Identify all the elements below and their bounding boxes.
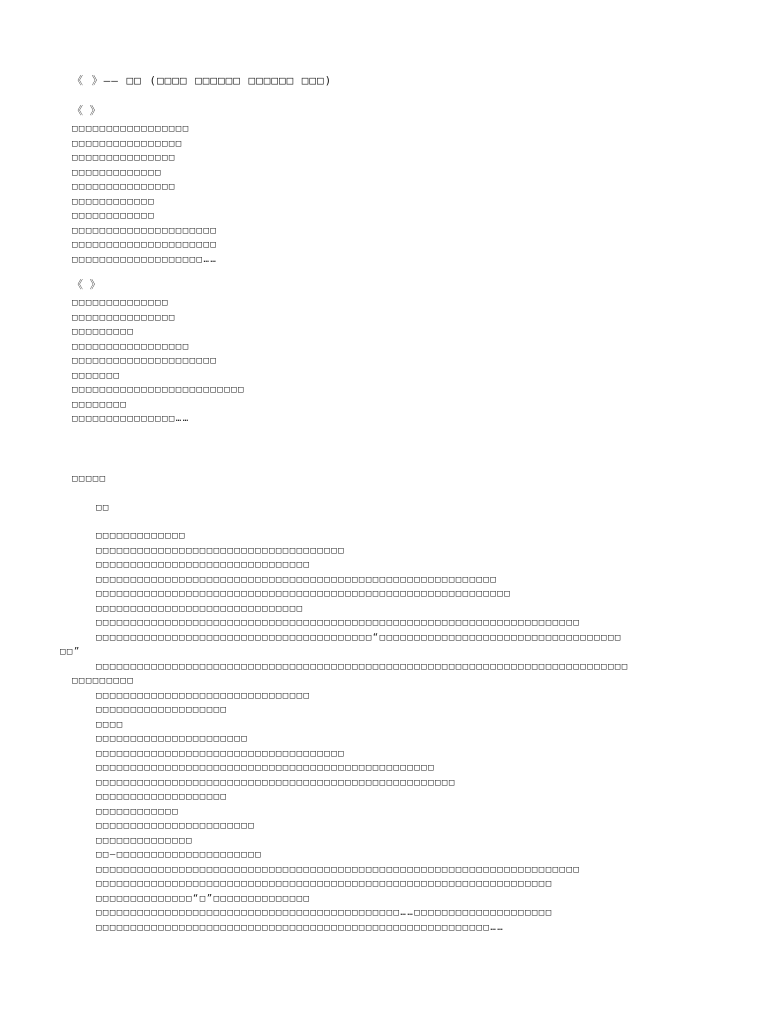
text-line: □□□□□□□□□□□□□□□□□□□□□□□□□□□□□□□□□□□□ bbox=[96, 545, 346, 556]
text-line: □□□□□□□□□□□□□□□□□□□□□□□□□□□□□□□□□□□□□□□□□□□□□□□□□□□□□□□□□□□□ bbox=[96, 589, 512, 599]
text-line: □□□□□□□□□ bbox=[72, 327, 135, 337]
section-one bbox=[72, 104, 217, 267]
text-line: □□□□□□□□□□□□□□□□□□□□□□□□□ bbox=[72, 385, 245, 395]
text-line: □□□□□□□□□□□□□□□□□□□□□□□□□□□□□□□ bbox=[96, 560, 311, 570]
text-line: □□□□□□□□□□□□□□□□□□□□□□□□□□□□□□□□□□□□□□□□□□□□□□□□□ bbox=[96, 763, 436, 773]
text-line: □□□□□□□□□□□□□□□□□□□ bbox=[96, 705, 228, 715]
text-line: □□□□□□□□□□□□ bbox=[72, 196, 156, 207]
text-line: □□□□□□□□□□□□□□□□□□□ bbox=[96, 792, 228, 802]
section-two-heading: 《 》 bbox=[72, 278, 101, 291]
text-line: □□□□□□□□□□□□□□□□□□□□□ bbox=[72, 240, 218, 250]
section-three-subheading: □□ bbox=[96, 502, 110, 513]
text-line: □□□□□□□□□□□□□□ bbox=[72, 298, 169, 308]
section-one-lines bbox=[72, 122, 217, 267]
text-line: □□□□□□□□□□□□□□□□□□□□□□□□□□□□□□□□□□□□□□□□□□□□□□□□□□□□□□□□□□□□□□□□□□□□□□□□□□□□□ bbox=[96, 661, 629, 672]
document-title: 《 》—— □□ (□□□□ □□□□□□ □□□□□□ □□□) bbox=[72, 74, 333, 87]
text-line: □□□□□□□□□□□□□□□□□ bbox=[72, 124, 190, 134]
section-one-heading: 《 》 bbox=[72, 104, 101, 117]
text-line: □□□□□□□□ bbox=[72, 399, 128, 410]
section-three-heading: □□□□□ bbox=[72, 474, 107, 484]
text-line: □□□□□□□□□□□□□□□ bbox=[72, 182, 176, 192]
text-line: □□□□□□□□□□□□□□□□□□□□□□□□□□□□□□□ bbox=[96, 690, 311, 701]
text-line: □□□□□□□□□□□□□□□□ bbox=[72, 138, 183, 149]
text-line: □□□□□□□ bbox=[72, 370, 121, 381]
text-line: □□□□□□□□□□□□□□□ bbox=[72, 312, 176, 323]
text-line: □□□□□□□□□□□□□ bbox=[96, 531, 186, 541]
text-line: □□□□□□□□□□□□□□□□□□□…… bbox=[72, 254, 218, 265]
text-line: □□□□□□□□□□□□□□□□□□□□□□□□□□□□□□□□□□□□□□□□□□□□……□□□□□□□□□□□□□□□□□□□□ bbox=[96, 908, 553, 918]
text-line: □□□□□□□□□□□□□□□…… bbox=[72, 414, 190, 424]
section-two-lines bbox=[72, 296, 245, 427]
section-three-lines bbox=[60, 529, 732, 935]
text-line: □□□□□□□□□□□□□□ bbox=[96, 835, 193, 846]
text-line: □□□□□□□□□□□□□□□□□□□□□□□□□□□□□□ bbox=[96, 603, 304, 614]
text-line: □□□□□□□□□□□□□□□□□□□□□□ bbox=[96, 734, 249, 744]
text-line: □□□□□□□□□□□□□□□□□□□□□ bbox=[72, 356, 218, 366]
text-line: □□□□□□□□□□□□□□□□□□□□□□□□□□□□□□□□□□□□ bbox=[96, 748, 346, 759]
text-line: □□□□□□□□□□□□□□□□□□□□□□□□□□□□□□□□□□□□□□□□□□□□□□□□□□□□□□□□□…… bbox=[96, 922, 505, 933]
text-line: □□□□□□□□□□□□□□□□□□□□□□□□□□□□□□□□□□□□□□□□□□□□□□□□□□□□ bbox=[96, 777, 456, 788]
text-line: □□□□ bbox=[96, 719, 124, 730]
section-two bbox=[72, 278, 245, 427]
text-line: □□□□□□□□□□□□□□□□□□□□□□□□□□□□□□□□□□□□□□□□□□□□□□□□□□□□□□□□□□□□□□□□□□□□□□ bbox=[96, 618, 581, 628]
section-three bbox=[60, 472, 732, 935]
text-line: □□□□□□□□□□□□□□□□□□□□□□□ bbox=[96, 821, 256, 831]
text-line: □□□□□□□□□ bbox=[72, 676, 135, 686]
text-line: □□□□□□□□□□□□□□□□□□□□□□□□□□□□□□□□□□□□□□□□“□□□□□□□□□□□□□□□□□□□□□□□□□□□□□□□□□□□ bbox=[96, 632, 622, 643]
text-line: □□□□□□□□□□□□□□□□□□□□□□□□□□□□□□□□□□□□□□□□□□□□□□□□□□□□□□□□□□□□□□□□□□ bbox=[96, 879, 553, 889]
text-line: □□□□□□□□□□□□□□“□”□□□□□□□□□□□□□□ bbox=[96, 893, 311, 904]
text-line: □□□□□□□□□□□□□□□□□□□□□□□□□□□□□□□□□□□□□□□□□□□□□□□□□□□□□□□□□□ bbox=[96, 574, 498, 585]
text-line: □□□□□□□□□□□□ bbox=[96, 806, 180, 817]
text-line: □□—□□□□□□□□□□□□□□□□□□□□□ bbox=[96, 850, 263, 860]
text-line: □□□□□□□□□□□□□ bbox=[72, 167, 162, 178]
text-line: □□□□□□□□□□□□□□□ bbox=[72, 153, 176, 163]
text-line: □□” bbox=[60, 647, 81, 657]
text-line: □□□□□□□□□□□□□□□□□□□□□□□□□□□□□□□□□□□□□□□□□□□□□□□□□□□□□□□□□□□□□□□□□□□□□□ bbox=[96, 864, 581, 875]
text-line: □□□□□□□□□□□□□□□□□□□□□ bbox=[72, 225, 218, 236]
text-line: □□□□□□□□□□□□ bbox=[72, 211, 156, 221]
text-line: □□□□□□□□□□□□□□□□□ bbox=[72, 341, 190, 352]
